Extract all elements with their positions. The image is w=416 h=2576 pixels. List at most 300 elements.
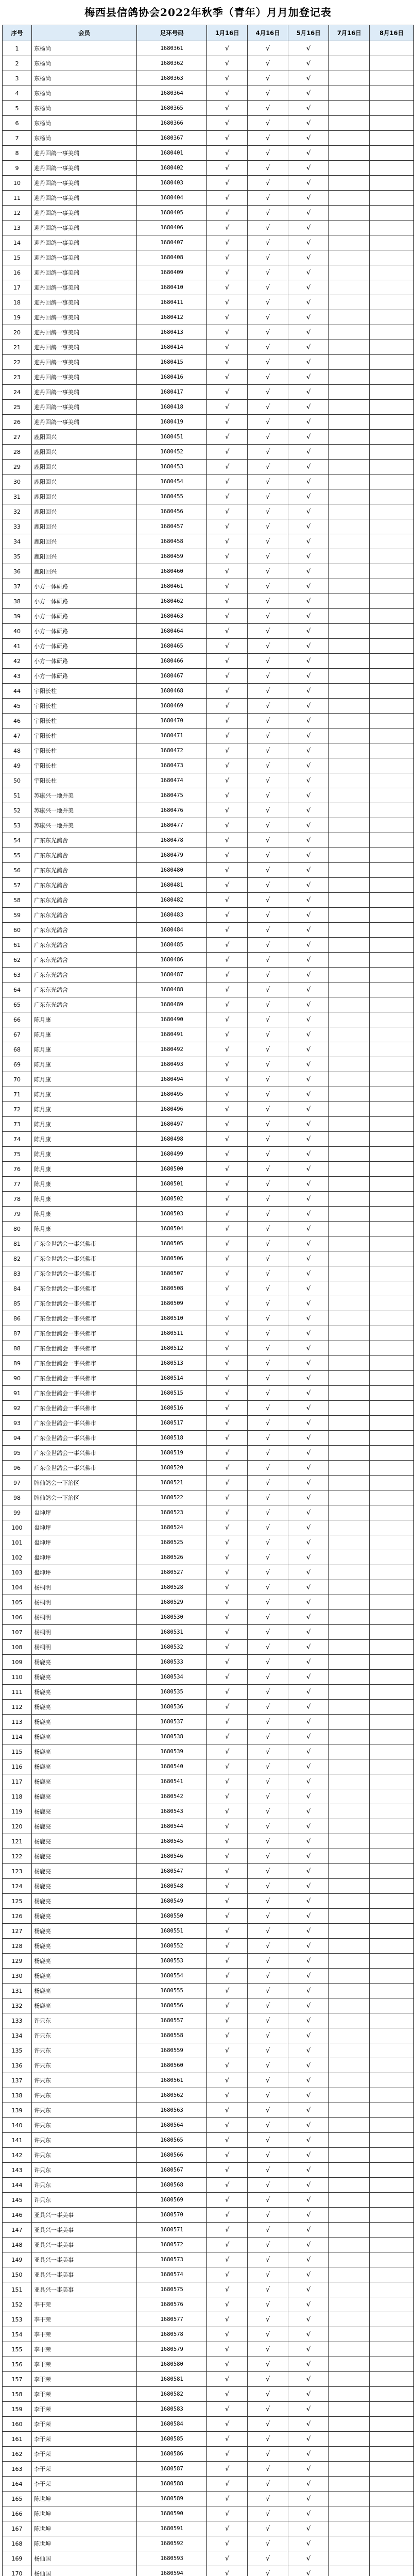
check-mark: √ [288,654,329,669]
row-index: 111 [3,1685,32,1700]
check-mark: √ [248,41,288,56]
check-mark: √ [207,2402,248,2417]
ring-number: 1680512 [137,1341,207,1356]
row-index: 70 [3,1072,32,1087]
check-mark: √ [288,2163,329,2178]
check-mark: √ [248,1595,288,1610]
check-mark: √ [288,2058,329,2073]
table-row [3,1266,414,1281]
empty-cell [329,1954,370,1969]
check-mark: √ [248,1505,288,1520]
empty-cell [370,2193,414,2208]
member-name: 迎丹回鸽一事美瑞 [32,385,137,400]
ring-number: 1680464 [137,624,207,639]
empty-cell [370,1625,414,1640]
ring-number: 1680472 [137,743,207,758]
empty-cell [329,2536,370,2551]
ring-number: 1680513 [137,1356,207,1371]
row-index: 148 [3,2238,32,2252]
empty-cell [329,2506,370,2521]
row-index: 118 [3,1789,32,1804]
ring-number: 1680451 [137,430,207,445]
check-mark: √ [288,2357,329,2372]
ring-number: 1680506 [137,1251,207,1266]
table-row [3,863,414,878]
check-mark: √ [248,833,288,848]
empty-cell [329,2312,370,2327]
check-mark: √ [288,833,329,848]
check-mark: √ [288,579,329,594]
check-mark: √ [288,1476,329,1490]
check-mark: √ [248,415,288,430]
check-mark: √ [207,191,248,206]
ring-number: 1680521 [137,1476,207,1490]
check-mark: √ [207,1236,248,1251]
member-name: 广东东光鸽舍 [32,848,137,863]
check-mark: √ [288,1162,329,1177]
check-mark: √ [248,295,288,310]
check-mark: √ [248,1984,288,1998]
check-mark: √ [288,56,329,71]
empty-cell [370,1909,414,1924]
check-mark: √ [288,1550,329,1565]
check-mark: √ [248,445,288,460]
table-row [3,250,414,265]
row-index: 120 [3,1819,32,1834]
empty-cell [329,2447,370,2462]
empty-cell [329,923,370,938]
check-mark: √ [207,2566,248,2576]
member-name: 广东东光鸽舍 [32,997,137,1012]
empty-cell [370,445,414,460]
row-index: 13 [3,221,32,235]
check-mark: √ [288,2252,329,2267]
check-mark: √ [248,684,288,699]
ring-number: 1680526 [137,1550,207,1565]
row-index: 145 [3,2193,32,2208]
check-mark: √ [248,2551,288,2566]
check-mark: √ [288,161,329,176]
ring-number: 1680481 [137,878,207,893]
check-mark: √ [248,221,288,235]
check-mark: √ [248,2178,288,2193]
check-mark: √ [288,2447,329,2462]
empty-cell [370,893,414,908]
check-mark: √ [288,519,329,534]
ring-number: 1680500 [137,1162,207,1177]
empty-cell [370,594,414,609]
member-name: 杨鹿亮 [32,1655,137,1670]
ring-number: 1680474 [137,773,207,788]
check-mark: √ [248,639,288,654]
table-row [3,1715,414,1730]
check-mark: √ [288,1954,329,1969]
check-mark: √ [288,1311,329,1326]
empty-cell [329,2252,370,2267]
member-name: 亚具兴一事美事 [32,2267,137,2282]
row-index: 50 [3,773,32,788]
check-mark: √ [288,2282,329,2297]
empty-cell [329,1072,370,1087]
row-index: 15 [3,250,32,265]
empty-cell [370,1296,414,1311]
empty-cell [329,2327,370,2342]
check-mark: √ [248,2088,288,2103]
check-mark: √ [207,1207,248,1222]
check-mark: √ [207,280,248,295]
check-mark: √ [207,669,248,684]
check-mark: √ [288,504,329,519]
check-mark: √ [207,1057,248,1072]
check-mark: √ [207,2312,248,2327]
ring-number: 1680535 [137,1685,207,1700]
member-name: 杨鹿亮 [32,1759,137,1774]
check-mark: √ [248,2506,288,2521]
row-index: 76 [3,1162,32,1177]
check-mark: √ [248,609,288,624]
check-mark: √ [207,743,248,758]
check-mark: √ [248,2536,288,2551]
empty-cell [329,56,370,71]
member-name: 宇阳长柱 [32,773,137,788]
member-name: 陈月康 [32,1102,137,1117]
ring-number: 1680410 [137,280,207,295]
header-ring-number: 足环号码 [137,25,207,41]
ring-number: 1680504 [137,1222,207,1236]
check-mark: √ [207,2267,248,2282]
ring-number: 1680572 [137,2238,207,2252]
check-mark: √ [248,1326,288,1341]
ring-number: 1680367 [137,131,207,146]
row-index: 147 [3,2223,32,2238]
check-mark: √ [248,1834,288,1849]
check-mark: √ [248,1386,288,1401]
member-name: 陈月康 [32,1192,137,1207]
check-mark: √ [248,2566,288,2576]
row-index: 114 [3,1730,32,1744]
empty-cell [329,1057,370,1072]
check-mark: √ [207,982,248,997]
member-name: 李干荣 [32,2462,137,2477]
member-name: 陈月康 [32,1027,137,1042]
check-mark: √ [288,878,329,893]
ring-number: 1680576 [137,2297,207,2312]
empty-cell [370,1072,414,1087]
check-mark: √ [248,848,288,863]
empty-cell [370,908,414,923]
table-row [3,609,414,624]
check-mark: √ [248,1864,288,1879]
row-index: 48 [3,743,32,758]
empty-cell [370,1416,414,1431]
table-row [3,519,414,534]
member-name: 迎丹回鸽一事美瑞 [32,265,137,280]
empty-cell [370,1012,414,1027]
check-mark: √ [207,1834,248,1849]
empty-cell [370,2088,414,2103]
check-mark: √ [248,923,288,938]
check-mark: √ [248,788,288,803]
table-row [3,1356,414,1371]
ring-number: 1680565 [137,2133,207,2148]
ring-number: 1680485 [137,938,207,953]
check-mark: √ [248,968,288,982]
empty-cell [370,579,414,594]
empty-cell [370,2043,414,2058]
table-row [3,1864,414,1879]
member-name: 迎丹回鸽一事美瑞 [32,295,137,310]
member-name: 杨鹿亮 [32,1730,137,1744]
check-mark: √ [248,1401,288,1416]
check-mark: √ [207,2028,248,2043]
row-index: 88 [3,1341,32,1356]
check-mark: √ [288,1580,329,1595]
empty-cell [329,639,370,654]
ring-number: 1680577 [137,2312,207,2327]
check-mark: √ [248,1072,288,1087]
empty-cell [329,474,370,489]
check-mark: √ [248,2417,288,2432]
row-index: 132 [3,1998,32,2013]
table-row [3,534,414,549]
member-name: 蛊坤坪 [32,1565,137,1580]
row-index: 28 [3,445,32,460]
table-row [3,2432,414,2447]
check-mark: √ [248,1969,288,1984]
check-mark: √ [248,489,288,504]
row-index: 160 [3,2417,32,2432]
check-mark: √ [248,2223,288,2238]
empty-cell [370,1057,414,1072]
check-mark: √ [248,191,288,206]
member-name: 广东金世鸽会一事兴佛市 [32,1296,137,1311]
member-name: 陈世坤 [32,2521,137,2536]
empty-cell [370,1236,414,1251]
check-mark: √ [207,728,248,743]
check-mark: √ [288,1640,329,1655]
ring-number: 1680583 [137,2402,207,2417]
table-row [3,2058,414,2073]
empty-cell [370,923,414,938]
row-index: 137 [3,2073,32,2088]
ring-number: 1680519 [137,1446,207,1461]
empty-cell [329,1565,370,1580]
row-index: 74 [3,1132,32,1147]
ring-number: 1680462 [137,594,207,609]
check-mark: √ [248,2357,288,2372]
check-mark: √ [248,1520,288,1535]
row-index: 98 [3,1490,32,1505]
check-mark: √ [288,1326,329,1341]
empty-cell [329,1012,370,1027]
check-mark: √ [248,803,288,818]
row-index: 125 [3,1894,32,1909]
check-mark: √ [207,773,248,788]
check-mark: √ [207,1281,248,1296]
ring-number: 1680413 [137,325,207,340]
ring-number: 1680588 [137,2477,207,2492]
table-row [3,1087,414,1102]
row-index: 91 [3,1386,32,1401]
ring-number: 1680527 [137,1565,207,1580]
empty-cell [370,1789,414,1804]
check-mark: √ [288,2551,329,2566]
check-mark: √ [288,2312,329,2327]
ring-number: 1680573 [137,2252,207,2267]
table-row [3,1744,414,1759]
check-mark: √ [288,2297,329,2312]
row-index: 170 [3,2566,32,2576]
check-mark: √ [207,938,248,953]
check-mark: √ [207,968,248,982]
empty-cell [329,2223,370,2238]
empty-cell [370,2013,414,2028]
row-index: 25 [3,400,32,415]
row-index: 161 [3,2432,32,2447]
empty-cell [370,2387,414,2402]
table-row [3,1311,414,1326]
ring-number: 1680517 [137,1416,207,1431]
check-mark: √ [207,953,248,968]
empty-cell [329,86,370,101]
empty-cell [370,1550,414,1565]
empty-cell [329,2521,370,2536]
ring-number: 1680571 [137,2223,207,2238]
empty-cell [370,2521,414,2536]
empty-cell [370,2118,414,2133]
row-index: 97 [3,1476,32,1490]
check-mark: √ [248,235,288,250]
check-mark: √ [207,609,248,624]
empty-cell [329,1266,370,1281]
empty-cell [370,1834,414,1849]
check-mark: √ [207,2193,248,2208]
check-mark: √ [248,1431,288,1446]
check-mark: √ [288,1236,329,1251]
check-mark: √ [207,1177,248,1192]
check-mark: √ [248,2133,288,2148]
ring-number: 1680548 [137,1879,207,1894]
empty-cell [370,489,414,504]
member-name: 李干荣 [32,2327,137,2342]
row-index: 167 [3,2521,32,2536]
check-mark: √ [207,1550,248,1565]
empty-cell [329,2118,370,2133]
member-name: 陈月康 [32,1057,137,1072]
empty-cell [329,1162,370,1177]
check-mark: √ [288,2148,329,2163]
check-mark: √ [207,1909,248,1924]
check-mark: √ [248,818,288,833]
row-index: 6 [3,116,32,131]
check-mark: √ [248,325,288,340]
check-mark: √ [288,41,329,56]
empty-cell [370,848,414,863]
check-mark: √ [207,2357,248,2372]
table-row [3,2267,414,2282]
check-mark: √ [248,938,288,953]
ring-number: 1680594 [137,2566,207,2576]
check-mark: √ [288,1744,329,1759]
row-index: 14 [3,235,32,250]
check-mark: √ [207,908,248,923]
check-mark: √ [207,1789,248,1804]
check-mark: √ [207,2073,248,2088]
member-name: 广东东光鸽舍 [32,878,137,893]
table-row [3,699,414,714]
table-row [3,1490,414,1505]
check-mark: √ [248,2238,288,2252]
empty-cell [370,250,414,265]
check-mark: √ [288,1909,329,1924]
empty-cell [370,2402,414,2417]
empty-cell [329,1446,370,1461]
ring-number: 1680551 [137,1924,207,1939]
empty-cell [329,1625,370,1640]
empty-cell [329,2417,370,2432]
check-mark: √ [288,2372,329,2387]
empty-cell [370,131,414,146]
check-mark: √ [248,1416,288,1431]
table-row [3,2073,414,2088]
check-mark: √ [207,206,248,221]
row-index: 107 [3,1625,32,1640]
check-mark: √ [248,430,288,445]
empty-cell [329,1296,370,1311]
member-name: 苏康兴一地并美 [32,788,137,803]
empty-cell [370,2462,414,2477]
check-mark: √ [288,280,329,295]
check-mark: √ [248,1894,288,1909]
empty-cell [329,1222,370,1236]
empty-cell [329,2372,370,2387]
check-mark: √ [248,2058,288,2073]
ring-number: 1680523 [137,1505,207,1520]
table-row [3,2327,414,2342]
check-mark: √ [248,2073,288,2088]
member-name: 牌仙鸽会一下治区 [32,1476,137,1490]
empty-cell [370,624,414,639]
empty-cell [329,534,370,549]
check-mark: √ [207,1879,248,1894]
table-row [3,1057,414,1072]
member-name: 许只东 [32,2058,137,2073]
ring-number: 1680503 [137,1207,207,1222]
table-row [3,1655,414,1670]
member-name: 广东金世鸽会一事兴佛市 [32,1461,137,1476]
check-mark: √ [288,1192,329,1207]
check-mark: √ [288,1625,329,1640]
member-name: 迎丹回鸽一事美瑞 [32,206,137,221]
ring-number: 1680522 [137,1490,207,1505]
row-index: 78 [3,1192,32,1207]
ring-number: 1680457 [137,519,207,534]
empty-cell [329,2402,370,2417]
empty-cell [329,2477,370,2492]
row-index: 155 [3,2342,32,2357]
check-mark: √ [207,2043,248,2058]
ring-number: 1680487 [137,968,207,982]
row-index: 81 [3,1236,32,1251]
table-row [3,1446,414,1461]
check-mark: √ [248,1371,288,1386]
table-row [3,1207,414,1222]
ring-number: 1680569 [137,2193,207,2208]
ring-number: 1680483 [137,908,207,923]
ring-number: 1680418 [137,400,207,415]
check-mark: √ [248,1222,288,1236]
member-name: 蛊坤坪 [32,1520,137,1535]
